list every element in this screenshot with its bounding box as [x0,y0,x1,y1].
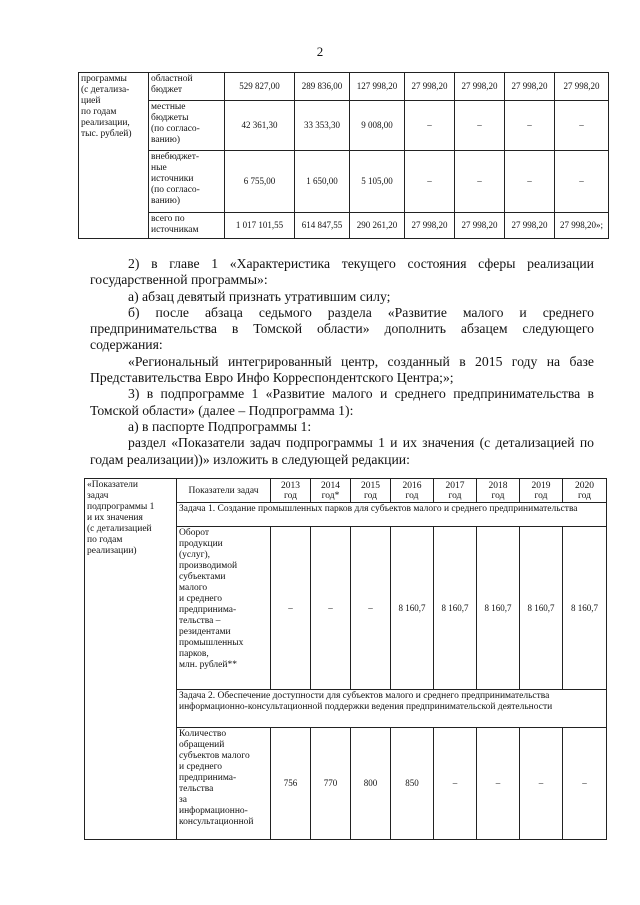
indicators-header-row [85,479,607,503]
indicator-value: 800 [351,728,391,840]
indicator-value: – [311,527,351,690]
indicator-value: 8 160,7 [520,527,563,690]
indicators-table [84,478,607,840]
budget-row [79,101,609,151]
budget-cell: – [405,101,455,151]
year-header: 2013 год [271,479,311,503]
budget-cell: 290 261,20 [350,213,405,239]
budget-cell: 33 353,30 [295,101,350,151]
budget-cell: 27 998,20»; [555,213,609,239]
year-header: 2014 год* [311,479,351,503]
indicator-2-label: Количество обращений субъектов малого и среднего предпринима- тельства за информационно- консультационной [177,728,271,840]
budget-cell: – [405,151,455,213]
budget-cell: 27 998,20 [405,213,455,239]
budget-cell: 614 847,55 [295,213,350,239]
task-2-title: Задача 2. Обеспечение доступности для субъектов малого и среднего предпринимательства информационно-консультационной поддержки ведения предпринимательской деятельности [177,690,607,728]
paragraph: 3) в подпрограмме 1 «Развитие малого и среднего предпринимательства в Томской области» (далее – Подпрограмма 1): [90,386,594,418]
indicator-value: – [563,728,607,840]
indicator-value: 8 160,7 [434,527,477,690]
budget-cell: – [505,101,555,151]
paragraph: а) в паспорте Подпрограммы 1: [128,418,312,434]
indicator-value: – [271,527,311,690]
budget-source-label: всего по источникам [149,213,225,239]
budget-cell: – [555,101,609,151]
budget-cell: – [455,101,505,151]
indicator-value: 850 [391,728,434,840]
indicator-value: 8 160,7 [563,527,607,690]
budget-row [79,151,609,213]
indicator-value: 8 160,7 [391,527,434,690]
budget-row [79,73,609,101]
year-header: 2015 год [351,479,391,503]
year-header: 2020 год [563,479,607,503]
indicators-col-header: Показатели задач [177,479,271,503]
paragraph: а) абзац девятый признать утратившим силу; [128,288,391,304]
budget-cell: 27 998,20 [555,73,609,101]
indicator-value: – [520,728,563,840]
paragraph: б) после абзаца седьмого раздела «Развитие малого и среднего предпринимательства в Томской области» дополнить абзацем следующего содержания: [90,304,594,353]
budget-row-header: программы (с детализа- цией по годам реализации, тыс. рублей) [79,73,149,239]
indicator-value: 770 [311,728,351,840]
year-header: 2017 год [434,479,477,503]
budget-cell: 1 017 101,55 [225,213,295,239]
budget-row [79,213,609,239]
budget-cell: 289 836,00 [295,73,350,101]
indicators-row-header: «Показатели задач подпрограммы 1 и их значения (с детализацией по годам реализации) [85,479,177,840]
budget-cell: 1 650,00 [295,151,350,213]
budget-cell: 9 008,00 [350,101,405,151]
budget-cell: 127 998,20 [350,73,405,101]
indicator-1-label: Оборот продукции (услуг), производимой субъектами малого и среднего предпринима- тельства – резидентами промышленных парков, млн. рублей** [177,527,271,690]
budget-cell: – [555,151,609,213]
budget-cell: 27 998,20 [505,73,555,101]
page-number: 2 [316,44,324,59]
budget-source-label: внебюджет- ные источники (по согласо- ванию) [149,151,225,213]
budget-source-label: местные бюджеты (по согласо- ванию) [149,101,225,151]
indicator-value: – [477,728,520,840]
budget-cell: 6 755,00 [225,151,295,213]
budget-table [78,72,609,239]
budget-cell: – [455,151,505,213]
indicator-value: – [351,527,391,690]
budget-cell: 42 361,30 [225,101,295,151]
year-header: 2019 год [520,479,563,503]
budget-cell: 5 105,00 [350,151,405,213]
budget-cell: 27 998,20 [405,73,455,101]
year-header: 2016 год [391,479,434,503]
indicator-value: – [434,728,477,840]
year-header: 2018 год [477,479,520,503]
body-text [90,256,594,468]
indicator-value: 8 160,7 [477,527,520,690]
budget-source-label: областной бюджет [149,73,225,101]
task-1-title: Задача 1. Создание промышленных парков для субъектов малого и среднего предпринимательства [177,503,607,527]
budget-cell: – [505,151,555,213]
budget-cell: 27 998,20 [505,213,555,239]
paragraph: «Региональный интегрированный центр, созданный в 2015 году на базе Представительства Евро Инфо Корреспондентского Центра;»; [90,353,594,386]
paragraph: 2) в главе 1 «Характеристика текущего состояния сферы реализации государственной программы»: [90,256,594,288]
paragraph: раздел «Показатели задач подпрограммы 1 и их значения (с детализацией по годам реализации))» изложить в следующей редакции: [90,435,594,467]
budget-cell: 27 998,20 [455,73,505,101]
budget-cell: 529 827,00 [225,73,295,101]
indicator-value: 756 [271,728,311,840]
budget-cell: 27 998,20 [455,213,505,239]
